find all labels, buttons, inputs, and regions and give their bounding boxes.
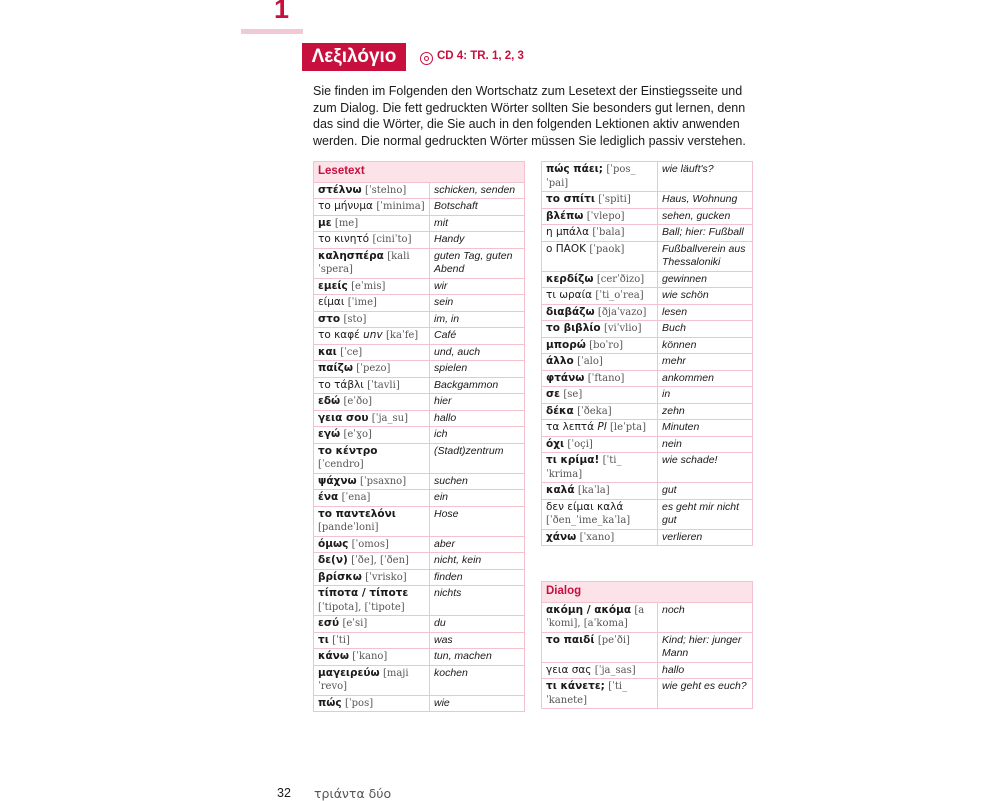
vocab-greek-cell <box>542 241 658 271</box>
vocab-german-cell: wie geht es euch? <box>658 679 753 709</box>
chapter-number: 1 <box>274 0 290 24</box>
vocab-german-cell: schicken, senden <box>430 182 525 199</box>
vocab-greek-cell <box>314 473 430 490</box>
vocab-row <box>314 344 525 361</box>
vocab-row <box>314 569 525 586</box>
vocab-word: μπορώ <box>546 338 586 351</box>
vocab-row <box>542 436 753 453</box>
vocab-greek-cell <box>542 208 658 225</box>
vocab-row <box>314 695 525 712</box>
vocab-row <box>542 453 753 483</box>
vocab-pronunciation: [leˈpta] <box>609 422 647 433</box>
vocab-greek-cell <box>542 529 658 546</box>
vocab-pronunciation: [ˈstelno] <box>365 184 407 196</box>
vocab-german-cell: (Stadt)zentrum <box>430 443 525 473</box>
vocab-german-cell: guten Tag, guten Abend <box>430 248 525 278</box>
vocab-word: διαβάζω <box>546 305 595 318</box>
vocab-greek-cell <box>314 665 430 695</box>
vocab-german-cell: wie <box>430 695 525 712</box>
vocab-german-cell: Ball; hier: Fußball <box>658 225 753 242</box>
vocab-pronunciation: [ˈbala] <box>592 227 625 238</box>
vocab-word: εδώ <box>318 395 341 407</box>
vocab-pronunciation: [cerˈðizo] <box>596 273 645 285</box>
vocab-word: κερδίζω <box>546 272 594 285</box>
vocab-row <box>314 586 525 616</box>
vocab-pronunciation: [kaˈfe] <box>386 330 419 341</box>
vocab-row <box>542 225 753 242</box>
vocab-german-cell: gut <box>658 483 753 500</box>
vocab-word: το κινητό <box>318 233 370 245</box>
vocab-pronunciation: [ˈena] <box>341 492 371 503</box>
vocab-row <box>314 443 525 473</box>
vocab-row <box>314 377 525 394</box>
vocab-word: τι κάνετε; <box>546 680 605 692</box>
vocab-row <box>542 420 753 437</box>
vocab-greek-cell <box>542 387 658 404</box>
vocab-greek-cell <box>314 394 430 411</box>
vocab-greek-cell <box>542 420 658 437</box>
vocab-german-cell: hallo <box>658 662 753 679</box>
cd-track-label: CD 4: TR. 1, 2, 3 <box>437 50 524 62</box>
vocab-german-cell: nein <box>658 436 753 453</box>
vocab-pronunciation: [ˈkano] <box>352 651 388 662</box>
vocab-greek-cell <box>314 232 430 249</box>
vocab-german-cell: gewinnen <box>658 271 753 288</box>
vocab-word: πώς <box>318 696 342 709</box>
chapter-rule <box>241 29 303 34</box>
vocab-word: το σπίτι <box>546 193 595 205</box>
vocab-german-cell: Café <box>430 328 525 345</box>
vocab-row <box>314 248 525 278</box>
vocab-row <box>314 506 525 536</box>
vocab-german-cell: sein <box>430 295 525 312</box>
vocab-word: εγώ <box>318 428 341 440</box>
vocab-german-cell: Botschaft <box>430 199 525 216</box>
section-title: Λεξιλόγιο <box>302 43 406 71</box>
vocab-word: παίζω <box>318 362 353 374</box>
vocab-grammar-mark: unv <box>363 329 383 341</box>
cd-icon <box>420 52 433 65</box>
vocab-word: το βιβλίο <box>546 322 601 334</box>
vocab-greek-cell <box>542 192 658 209</box>
vocab-german-cell: Fußballverein aus Thessaloniki <box>658 241 753 271</box>
vocab-german-cell: finden <box>430 569 525 586</box>
vocab-word: φτάνω <box>546 371 585 384</box>
vocab-greek-cell <box>314 295 430 312</box>
vocab-pronunciation: [kaliˈspera] <box>318 250 410 275</box>
vocab-row <box>314 361 525 378</box>
vocab-word: είμαι <box>318 296 345 308</box>
vocab-greek-cell <box>542 337 658 354</box>
vocab-german-cell: im, in <box>430 311 525 328</box>
vocab-pronunciation: [ˈti_ˈkanete] <box>546 681 628 706</box>
vocab-greek-cell <box>314 427 430 444</box>
vocab-row <box>542 370 753 387</box>
vocab-greek-cell <box>314 553 430 570</box>
vocab-row <box>542 337 753 354</box>
vocab-greek-cell <box>542 370 658 387</box>
vocab-german-cell: noch <box>658 602 753 632</box>
vocab-german-cell: sehen, gucken <box>658 208 753 225</box>
vocab-german-cell: Handy <box>430 232 525 249</box>
vocab-german-cell: in <box>658 387 753 404</box>
vocab-greek-cell <box>314 215 430 232</box>
vocab-greek-cell <box>542 602 658 632</box>
vocab-german-cell: hier <box>430 394 525 411</box>
vocab-greek-cell <box>314 248 430 278</box>
vocab-row <box>542 288 753 305</box>
vocab-german-cell: Minuten <box>658 420 753 437</box>
vocab-row <box>542 162 753 192</box>
vocab-pronunciation: [ˈti_ˈkrima] <box>546 455 622 480</box>
vocab-german-cell: ankommen <box>658 370 753 387</box>
vocab-word: το καφέ <box>318 329 360 341</box>
vocab-german-cell: es geht mir nicht gut <box>658 499 753 529</box>
vocab-pronunciation: [ˈpsaxno] <box>359 475 407 487</box>
vocab-greek-cell <box>314 586 430 616</box>
vocab-word: χάνω <box>546 530 577 543</box>
vocab-row <box>314 473 525 490</box>
vocab-word: το κέντρο <box>318 444 378 457</box>
vocab-pronunciation: [ˈti_oˈrea] <box>595 290 644 301</box>
vocab-row <box>314 311 525 328</box>
vocab-german-cell: nicht, kein <box>430 553 525 570</box>
vocab-greek-cell <box>314 377 430 394</box>
vocab-word: τι ωραία <box>546 289 593 301</box>
vocab-row <box>542 321 753 338</box>
vocab-pronunciation: [kaˈla] <box>577 485 610 496</box>
vocab-row <box>314 553 525 570</box>
vocab-word: γεια σου <box>318 411 369 424</box>
vocab-row <box>542 192 753 209</box>
vocab-german-cell: lesen <box>658 304 753 321</box>
vocab-row <box>314 328 525 345</box>
vocab-row <box>314 410 525 427</box>
vocab-word: στέλνω <box>318 183 362 196</box>
vocab-german-cell: zehn <box>658 403 753 420</box>
vocab-greek-cell <box>314 182 430 199</box>
vocab-german-cell: spielen <box>430 361 525 378</box>
vocab-greek-cell <box>314 536 430 553</box>
vocab-greek-cell <box>542 453 658 483</box>
vocab-pronunciation: [eˈðo] <box>343 396 373 407</box>
vocab-row <box>314 232 525 249</box>
vocab-word: η μπάλα <box>546 226 590 238</box>
vocab-greek-cell <box>542 162 658 192</box>
vocab-pronunciation: [ˈðen_ˈime_kaˈla] <box>546 515 631 526</box>
vocab-word: τι κρίμα! <box>546 454 600 466</box>
vocab-word: κάνω <box>318 650 349 662</box>
page-number: 32 <box>277 786 291 800</box>
vocab-word: το παντελόνι <box>318 507 396 520</box>
vocab-pronunciation: [boˈro] <box>589 339 624 351</box>
vocab-greek-cell <box>314 443 430 473</box>
vocab-row <box>314 616 525 633</box>
vocab-pronunciation: [ˈpos] <box>345 697 374 709</box>
vocab-greek-cell <box>314 506 430 536</box>
vocab-pronunciation: [majiˈrevo] <box>318 667 409 692</box>
vocab-pronunciation: [ˈvlepo] <box>586 210 625 222</box>
vocab-pronunciation: [ˈðe], [ˈðen] <box>351 555 409 566</box>
vocab-word: δε(ν) <box>318 554 348 566</box>
vocab-german-cell: hallo <box>430 410 525 427</box>
vocab-german-cell: tun, machen <box>430 649 525 666</box>
vocab-word: στο <box>318 312 341 325</box>
vocab-greek-cell <box>542 483 658 500</box>
vocab-pronunciation: [ˈxano] <box>579 531 615 543</box>
vocab-pronunciation: [sto] <box>343 313 367 325</box>
vocab-pronunciation: [ˈftano] <box>587 372 625 384</box>
vocab-greek-cell <box>542 354 658 371</box>
vocab-word: εσύ <box>318 617 340 629</box>
vocab-german-cell: wie schade! <box>658 453 753 483</box>
vocab-word: βλέπω <box>546 209 584 222</box>
vocab-pronunciation: [viˈvlio] <box>604 323 642 334</box>
vocab-word: δεν είμαι καλά <box>546 500 624 513</box>
vocab-greek-cell <box>314 569 430 586</box>
vocab-row <box>314 427 525 444</box>
vocab-word: καλά <box>546 484 575 496</box>
vocab-greek-cell <box>314 344 430 361</box>
vocab-row <box>314 295 525 312</box>
vocab-row <box>542 387 753 404</box>
vocab-word: τα λεπτά <box>546 421 595 433</box>
vocab-pronunciation: [aˈkomi], [aˈkoma] <box>546 604 645 629</box>
vocab-word: πώς πάει; <box>546 163 603 175</box>
vocab-row <box>314 632 525 649</box>
vocab-german-cell: Haus, Wohnung <box>658 192 753 209</box>
vocab-word: τίποτα / τίποτε <box>318 587 409 599</box>
vocab-word: εμείς <box>318 279 348 292</box>
vocab-row <box>314 536 525 553</box>
vocab-word: τι <box>318 633 329 646</box>
vocab-greek-cell <box>542 304 658 321</box>
vocab-row <box>314 665 525 695</box>
vocab-pronunciation: [ˈja_su] <box>371 412 408 424</box>
vocab-pronunciation: [ˈvrisko] <box>365 571 407 583</box>
vocab-word: το τάβλι <box>318 378 364 391</box>
vocab-greek-cell <box>314 632 430 649</box>
vocab-row <box>542 679 753 709</box>
lesetext-header: Lesetext <box>314 162 525 183</box>
vocab-greek-cell <box>542 499 658 529</box>
vocab-german-cell: und, auch <box>430 344 525 361</box>
vocab-pronunciation: [ˈomos] <box>351 538 389 550</box>
vocab-row <box>314 394 525 411</box>
vocab-word: γεια σας <box>546 663 592 676</box>
vocab-row <box>314 215 525 232</box>
vocab-row <box>542 241 753 271</box>
vocab-pronunciation: [eˈsi] <box>342 618 368 629</box>
vocab-greek-cell <box>542 403 658 420</box>
vocab-word: ένα <box>318 491 339 503</box>
vocab-greek-cell <box>314 490 430 507</box>
vocab-german-cell: Kind; hier: junger Mann <box>658 632 753 662</box>
vocab-word: βρίσκω <box>318 570 362 583</box>
vocab-german-cell: wie schön <box>658 288 753 305</box>
vocab-greek-cell <box>542 271 658 288</box>
vocab-greek-cell <box>542 662 658 679</box>
vocab-pronunciation: [ˈcendro] <box>318 459 364 470</box>
vocab-pronunciation: [ˈpos_ˈpai] <box>546 164 636 189</box>
vocab-pronunciation: [ˈpaok] <box>589 243 625 255</box>
vocab-greek-cell <box>314 616 430 633</box>
vocab-pronunciation: [ˈtipota], [ˈtipote] <box>318 601 405 613</box>
vocab-german-cell: mit <box>430 215 525 232</box>
vocab-word: το παιδί <box>546 633 595 646</box>
vocab-greek-cell <box>542 632 658 662</box>
vocab-row <box>542 602 753 632</box>
vocab-greek-cell <box>314 695 430 712</box>
vocab-pronunciation: [ciniˈto] <box>372 234 412 245</box>
vocab-pronunciation: [ˈðeka] <box>577 405 612 417</box>
vocab-row <box>542 271 753 288</box>
vocab-german-cell: nichts <box>430 586 525 616</box>
vocab-german-cell: Buch <box>658 321 753 338</box>
vocab-pronunciation: [ˈti] <box>332 634 350 646</box>
vocab-row <box>542 354 753 371</box>
vocab-german-cell: wir <box>430 278 525 295</box>
vocab-row <box>542 403 753 420</box>
vocab-german-cell: Hose <box>430 506 525 536</box>
vocab-row <box>314 182 525 199</box>
vocab-grammar-mark: Pl <box>597 421 607 433</box>
vocab-greek-cell <box>314 311 430 328</box>
vocab-row <box>542 499 753 529</box>
vocab-pronunciation: [ˈminima] <box>376 201 425 212</box>
vocab-pronunciation: [ˈalo] <box>577 356 603 367</box>
vocab-pronunciation: [eˈmis] <box>351 280 386 292</box>
vocab-german-cell: suchen <box>430 473 525 490</box>
vocab-word: ψάχνω <box>318 474 357 487</box>
vocab-pronunciation: [se] <box>563 389 583 400</box>
vocab-pronunciation: [ˈime] <box>347 297 377 308</box>
vocab-row <box>542 304 753 321</box>
vocab-word: άλλο <box>546 355 574 367</box>
vocab-word: καλησπέρα <box>318 249 384 262</box>
vocab-german-cell: kochen <box>430 665 525 695</box>
vocab-word: με <box>318 216 332 229</box>
vocab-row <box>542 529 753 546</box>
vocab-greek-cell <box>542 436 658 453</box>
vocab-word: όμως <box>318 537 349 550</box>
vocab-german-cell: verlieren <box>658 529 753 546</box>
vocab-greek-cell <box>542 225 658 242</box>
vocab-german-cell: was <box>430 632 525 649</box>
dialog-header: Dialog <box>542 582 753 603</box>
vocab-row <box>314 490 525 507</box>
vocab-greek-cell <box>542 321 658 338</box>
vocab-row <box>314 649 525 666</box>
vocab-row <box>314 199 525 216</box>
vocab-row <box>542 662 753 679</box>
vocab-pronunciation: [ˈpezo] <box>356 363 391 374</box>
vocab-pronunciation: [ˈtavli] <box>367 379 400 391</box>
vocab-greek-cell <box>542 679 658 709</box>
vocab-greek-cell <box>314 649 430 666</box>
vocab-german-cell: können <box>658 337 753 354</box>
vocab-german-cell: ein <box>430 490 525 507</box>
vocab-german-cell: wie läuft's? <box>658 162 753 192</box>
vocab-pronunciation: [ˈce] <box>340 346 363 358</box>
vocab-word: ακόμη / ακόμα <box>546 603 632 616</box>
vocab-word: όχι <box>546 437 565 450</box>
vocab-pronunciation: [pandeˈloni] <box>318 522 379 533</box>
vocab-pronunciation: [eˈɣo] <box>343 429 372 440</box>
vocab-greek-cell <box>314 328 430 345</box>
vocab-greek-cell <box>314 410 430 427</box>
vocab-row <box>542 208 753 225</box>
vocab-word: και <box>318 345 337 358</box>
vocab-pronunciation: [ðjaˈvazo] <box>597 306 647 318</box>
vocab-german-cell: du <box>430 616 525 633</box>
vocab-german-cell: ich <box>430 427 525 444</box>
vocab-table-lesetext-continued <box>541 161 753 546</box>
vocab-german-cell: Backgammon <box>430 377 525 394</box>
vocab-table-lesetext <box>313 161 525 712</box>
intro-paragraph: Sie finden im Folgenden den Wortschatz zum Lesetext der Einstiegsseite und zum Dialog. Die fett gedruckten Wörter sollten Sie besonders gut lernen, denn das sind die Wörter, die Sie auch in den folgenden Lektionen aktiv anwenden werden. Die normal gedruckten Wörter müssen Sie lediglich passiv verstehen. <box>313 84 746 148</box>
vocab-pronunciation: [ˈoçi] <box>567 438 593 450</box>
vocab-row <box>542 632 753 662</box>
vocab-german-cell: aber <box>430 536 525 553</box>
vocab-row <box>542 483 753 500</box>
vocab-word: σε <box>546 388 561 400</box>
vocab-word: δέκα <box>546 404 574 417</box>
vocab-greek-cell <box>542 288 658 305</box>
vocab-word: το μήνυμα <box>318 200 373 212</box>
vocab-greek-cell <box>314 278 430 295</box>
vocab-greek-cell <box>314 361 430 378</box>
vocab-german-cell: mehr <box>658 354 753 371</box>
vocab-word: μαγειρεύω <box>318 666 380 679</box>
vocab-table-dialog <box>541 581 753 709</box>
vocab-pronunciation: [ˈspiti] <box>598 194 631 205</box>
vocab-greek-cell <box>314 199 430 216</box>
vocab-word: ο ΠΑΟΚ <box>546 242 586 255</box>
vocab-pronunciation: [ˈja_sas] <box>594 664 636 676</box>
page-number-greek: τριάντα δύο <box>314 786 392 801</box>
vocab-row <box>314 278 525 295</box>
vocab-pronunciation: [me] <box>334 217 359 229</box>
vocab-pronunciation: [peˈði] <box>597 634 630 646</box>
